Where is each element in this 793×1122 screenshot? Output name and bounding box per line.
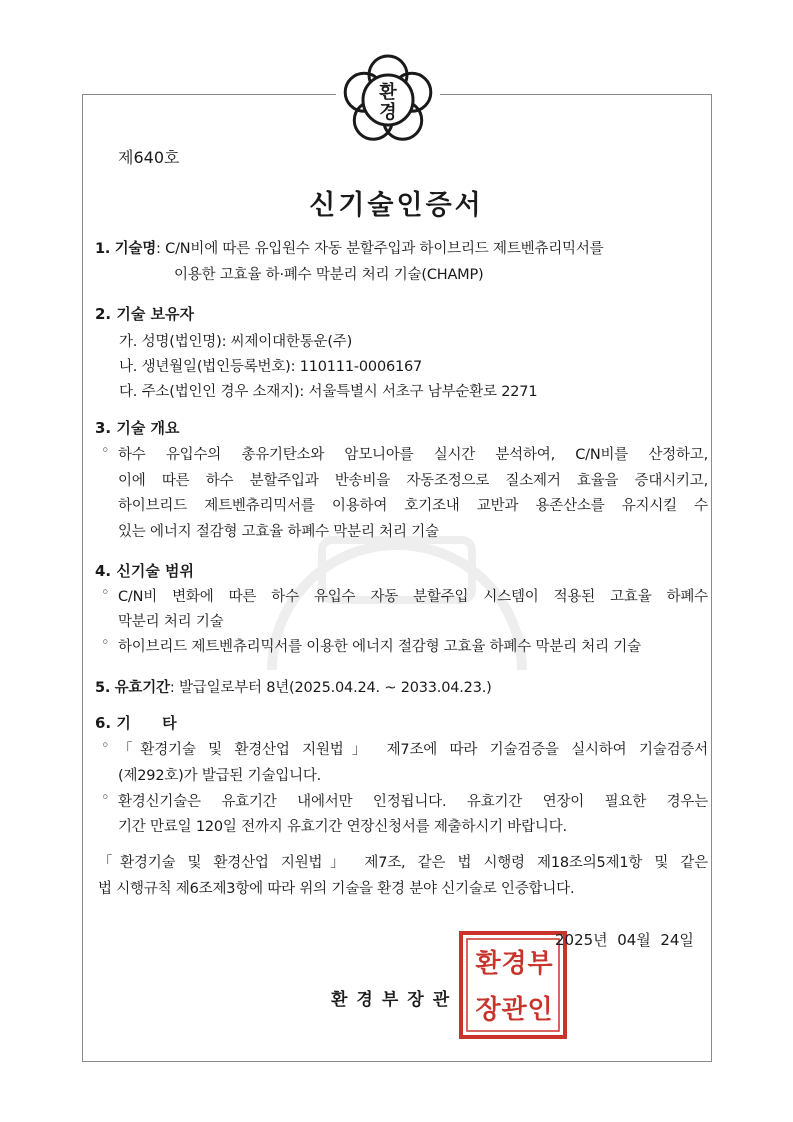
section-1-label: 기술명	[114, 241, 157, 257]
issuer-title: 환경부장관	[331, 990, 459, 1010]
seal-char-2: 경	[501, 949, 527, 979]
section-3-heading: 3. 기술 개요	[95, 419, 180, 437]
section-5-number: 5.	[95, 680, 111, 696]
emblem-char-1: 환	[379, 82, 397, 103]
section-1-heading: 1. 기술명: C/N비에 따른 유입원수 자동 분할주입과 하이브리드 제트벤츄리믹서를	[95, 241, 604, 257]
issue-date: 2025년 04월 24일	[555, 931, 694, 949]
section-5-label: 유효기간	[114, 680, 170, 696]
other-item-1-line-2: (제292호)가 발급된 기술입니다.	[118, 768, 322, 784]
ministry-emblem	[336, 48, 440, 152]
bullet-icon: ◦	[101, 443, 110, 459]
scope-item-1-line-1: C/N비 변화에 따른 하수 유입수 자동 분할주입 시스템이 적용된 고효율 하폐수	[118, 589, 708, 605]
holder-registration-no: 나. 생년월일(법인등록번호): 110111-0006167	[119, 359, 423, 375]
section-4-heading: 4. 신기술 범위	[95, 562, 195, 580]
bullet-icon: ◦	[101, 738, 110, 754]
official-seal	[458, 930, 568, 1040]
emblem-char-2: 경	[379, 102, 397, 123]
overview-line-3: 하이브리드 제트벤츄리믹서를 이용하여 호기조내 교반과 용존산소를 유지시킬 수	[118, 498, 708, 514]
holder-name: 가. 성명(법인명): 씨제이대한통운(주)	[119, 334, 353, 350]
seal-char-5: 관	[501, 995, 527, 1025]
holder-address: 다. 주소(법인인 경우 소재지): 서울특별시 서초구 남부순환로 2271	[119, 384, 538, 400]
other-item-2-line-2: 기간 만료일 120일 전까지 유효기간 연장신청서를 제출하시기 바랍니다.	[118, 819, 567, 835]
certification-statement-line-2: 법 시행규칙 제6조제3항에 따라 위의 기술을 환경 분야 신기술로 인증합니다.	[98, 881, 575, 897]
overview-line-2: 이에 따른 하수 분할주입과 반송비을 자동조정으로 질소제거 효율을 증대시키고,	[118, 473, 708, 489]
overview-line-1: 하수 유입수의 총유기탄소와 암모니아를 실시간 분석하여, C/N비를 산정하고,	[118, 447, 708, 463]
technology-name-line-1: C/N비에 따른 유입원수 자동 분할주입과 하이브리드 제트벤츄리믹서를	[165, 241, 604, 257]
section-2-heading: 2. 기술 보유자	[95, 305, 195, 323]
technology-name-line-2: 이용한 고효율 하·폐수 막분리 처리 기술(CHAMP)	[174, 267, 484, 283]
bullet-icon: ◦	[101, 585, 110, 601]
bullet-icon: ◦	[101, 635, 110, 651]
section-6-heading: 6. 기 타	[95, 714, 177, 732]
scope-item-2: 하이브리드 제트벤츄리믹서를 이용한 에너지 절감형 고효율 하폐수 막분리 처리 기술	[118, 639, 641, 655]
other-item-2-line-1: 환경신기술은 유효기간 내에서만 인정됩니다. 유효기간 연장이 필요한 경우는	[118, 794, 708, 810]
bullet-icon: ◦	[101, 790, 110, 806]
scope-item-1-line-2: 막분리 처리 기술	[118, 614, 224, 630]
certification-statement-line-1: 「환경기술 및 환경산업 지원법」 제7조, 같은 법 시행령 제18조의5제1항 및 같은	[98, 855, 708, 871]
validity-period: 발급일로부터 8년(2025.04.24. ~ 2033.04.23.)	[178, 680, 492, 696]
seal-char-3: 부	[527, 949, 553, 979]
seal-char-4: 장	[475, 995, 501, 1025]
overview-line-4: 있는 에너지 절감형 고효율 하폐수 막분리 처리 기술	[118, 524, 439, 540]
section-1-number: 1.	[95, 241, 111, 257]
other-item-1-line-1: 「환경기술 및 환경산업 지원법」 제7조에 따라 기술검증을 실시하여 기술검증서	[118, 742, 708, 758]
seal-char-1: 환	[475, 949, 501, 979]
section-5-heading: 5. 유효기간: 발급일로부터 8년(2025.04.24. ~ 2033.04.23.)	[95, 680, 492, 696]
certificate-number: 제640호	[118, 148, 180, 167]
seal-char-6: 인	[527, 995, 553, 1025]
document-title: 신기술인증서	[309, 190, 484, 221]
